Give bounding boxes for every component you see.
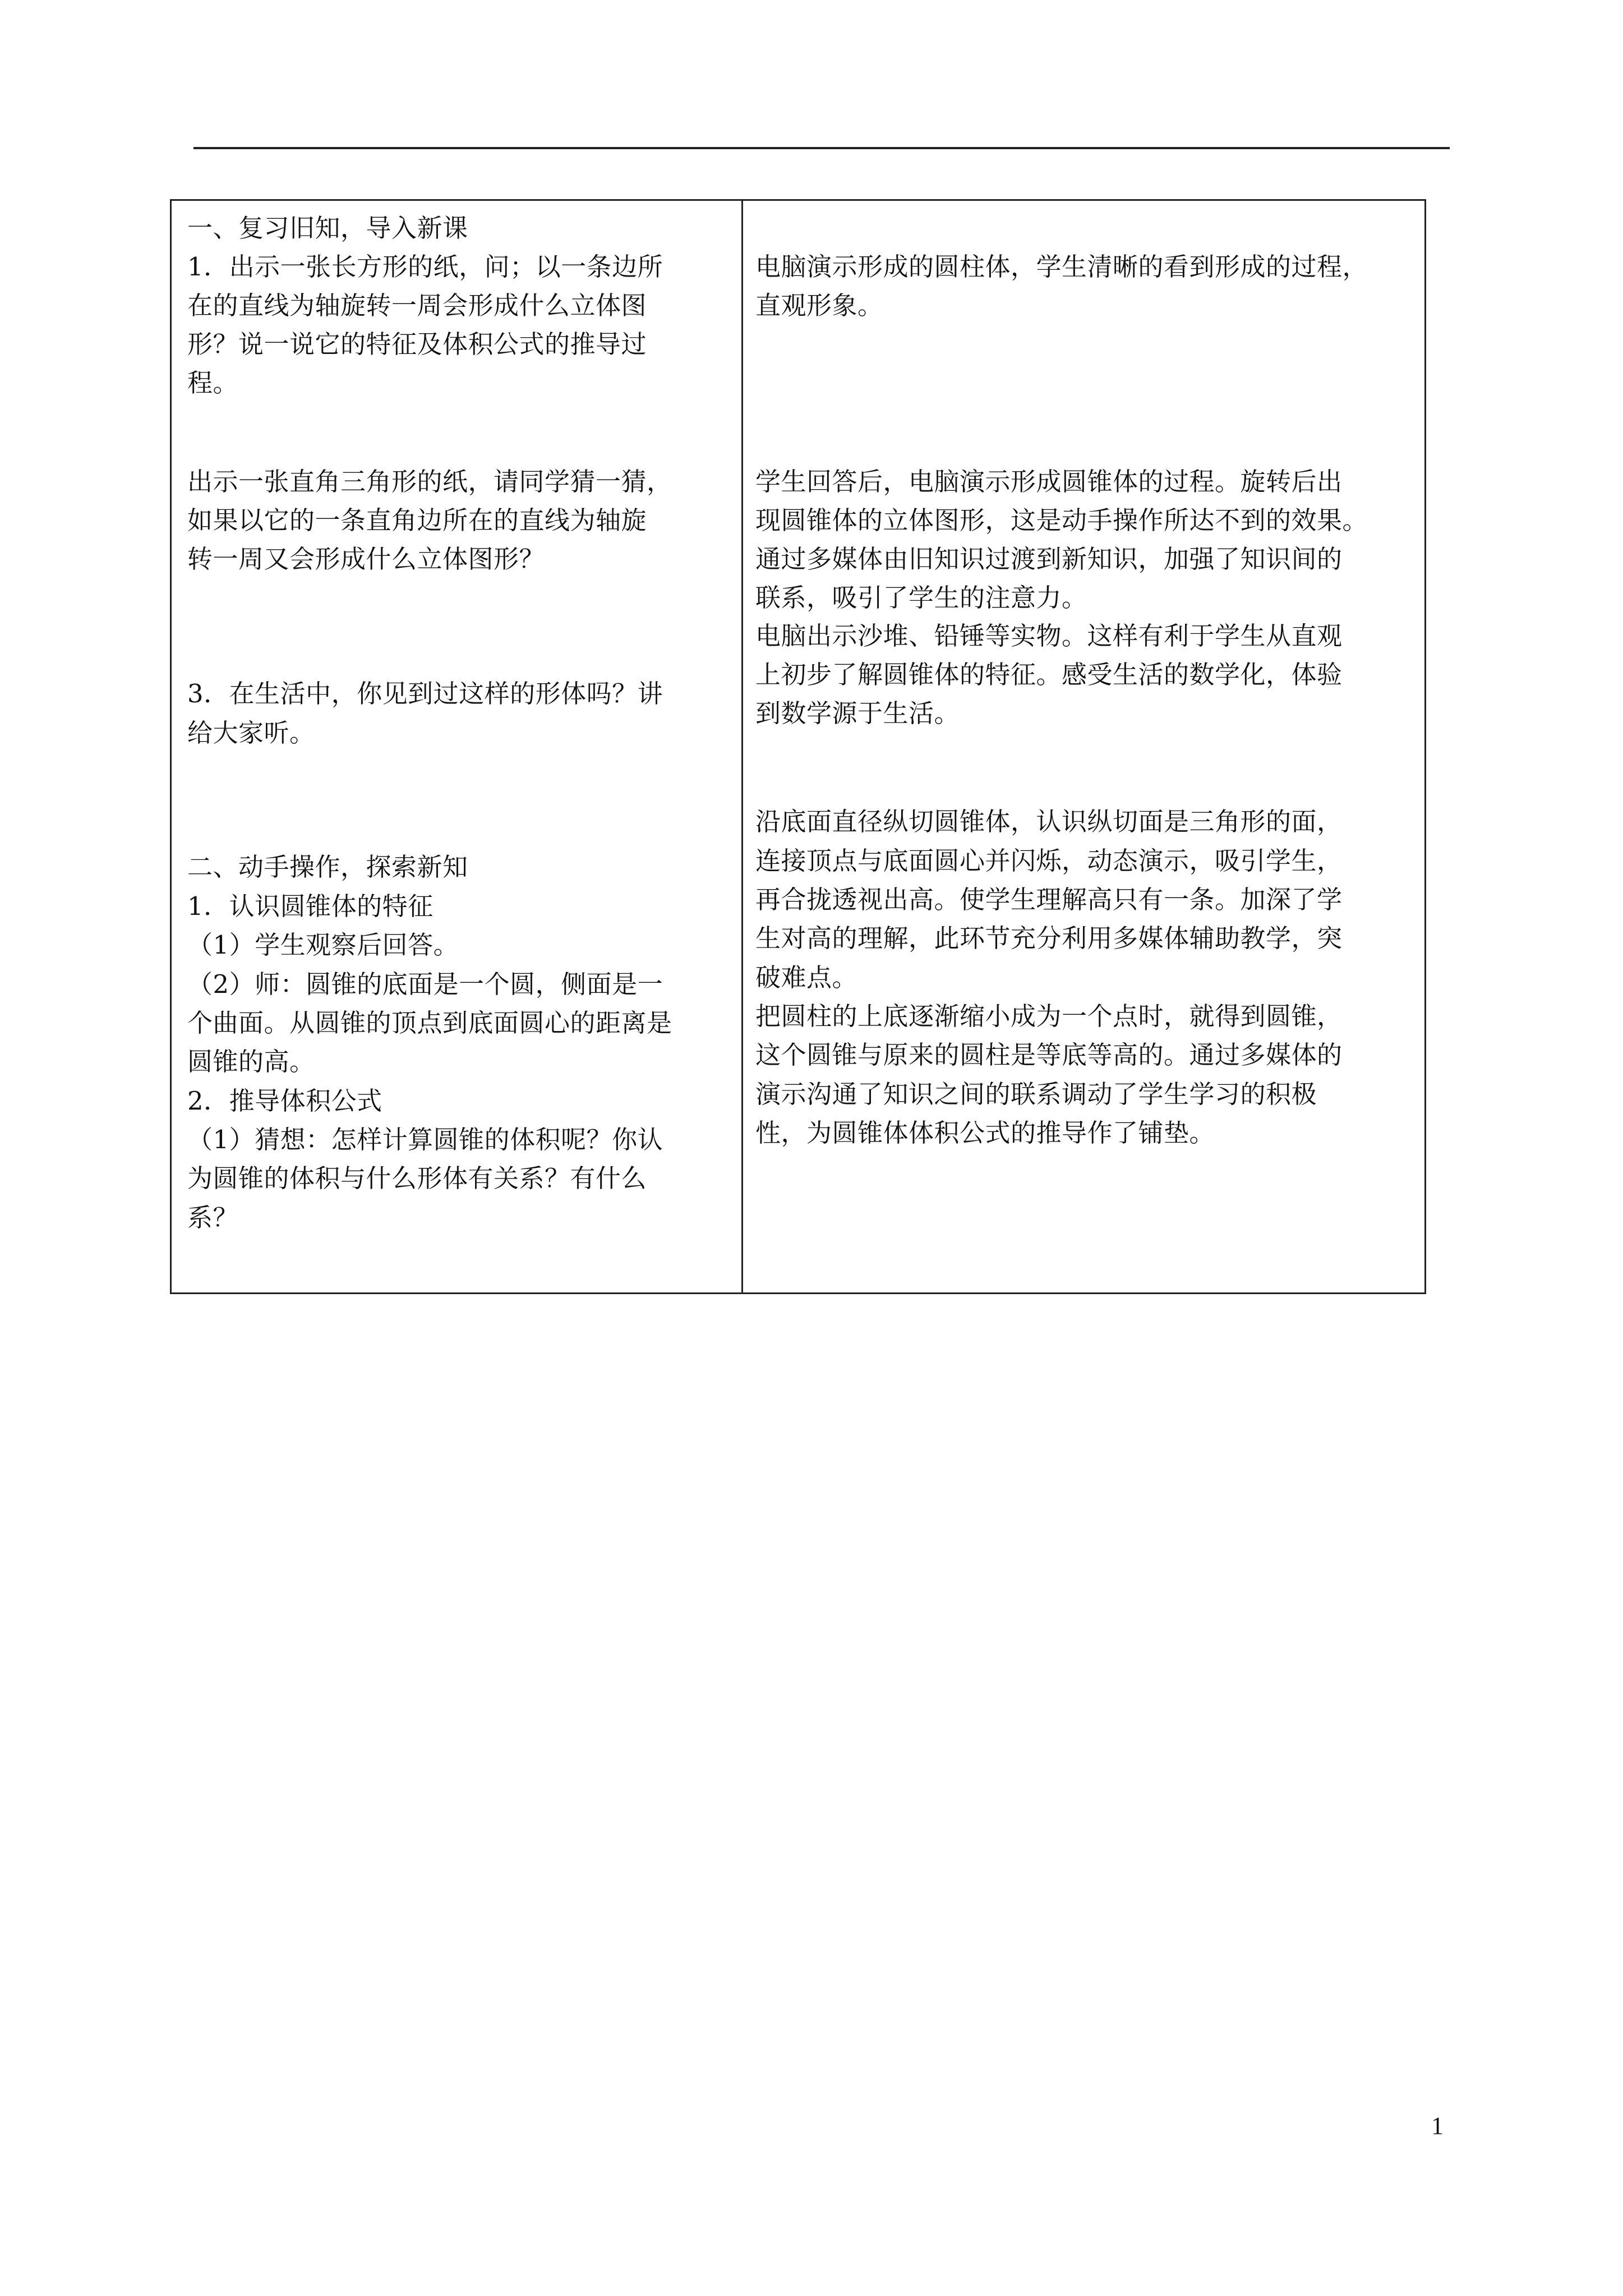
left-line: 出示一张直角三角形的纸，请同学猜一猜，: [187, 467, 672, 496]
left-line: （1）猜想：怎样计算圆锥的体积呢？你认: [187, 1125, 663, 1154]
left-line: 一、复习旧知，导入新课: [187, 213, 468, 243]
left-line: 转一周又会形成什么立体图形？: [187, 544, 545, 574]
right-line: 生对高的理解，此环节充分利用多媒体辅助教学，突: [755, 923, 1343, 953]
left-line: （1）学生观察后回答。: [187, 930, 459, 960]
left-line: 形？说一说它的特征及体积公式的推导过: [187, 329, 647, 359]
left-line: 系？: [187, 1203, 239, 1232]
left-line: 圆锥的高。: [187, 1047, 315, 1076]
left-line: （2）师：圆锥的底面是一个圆，侧面是一: [187, 969, 663, 999]
right-line: 上初步了解圆锥体的特征。感受生活的数学化，体验: [755, 660, 1343, 689]
teaching-process-column: [172, 201, 743, 1292]
left-line: 2．推导体积公式: [187, 1086, 382, 1116]
left-line: 如果以它的一条直角边所在的直线为轴旋: [187, 505, 647, 535]
right-line: 这个圆锥与原来的圆柱是等底等高的。通过多媒体的: [755, 1040, 1343, 1070]
right-line: 联系，吸引了学生的注意力。: [755, 583, 1087, 613]
left-line: 3．在生活中，你见到过这样的形体吗？讲: [187, 679, 663, 708]
right-line: 通过多媒体由旧知识过渡到新知识，加强了知识间的: [755, 544, 1343, 574]
left-line: 1．认识圆锥体的特征: [187, 891, 434, 921]
right-line: 到数学源于生活。: [755, 698, 960, 728]
right-line: 连接顶点与底面圆心并闪烁，动态演示，吸引学生，: [755, 846, 1343, 876]
right-line: 直观形象。: [755, 291, 883, 320]
right-line: 现圆锥体的立体图形，这是动手操作所达不到的效果。: [755, 505, 1368, 535]
page-number: 1: [1431, 2112, 1444, 2139]
right-line: 性，为圆锥体体积公式的推导作了铺垫。: [755, 1118, 1215, 1148]
left-line: 给大家听。: [187, 718, 315, 748]
left-line: 在的直线为轴旋转一周会形成什么立体图: [187, 291, 647, 320]
left-line: 1．出示一张长方形的纸，问；以一条边所: [187, 252, 663, 282]
right-line: 演示沟通了知识之间的联系调动了学生学习的积极: [755, 1079, 1317, 1109]
right-line: 破难点。: [755, 963, 858, 992]
left-line: 为圆锥的体积与什么形体有关系？有什么: [187, 1163, 647, 1193]
left-line: 程。: [187, 368, 239, 398]
right-line: 电脑出示沙堆、铅锤等实物。这样有利于学生从直观: [755, 621, 1343, 651]
left-line: 二、动手操作，探索新知: [187, 852, 468, 882]
right-line: 沿底面直径纵切圆锥体，认识纵切面是三角形的面，: [755, 807, 1343, 836]
left-line: 个曲面。从圆锥的顶点到底面圆心的距离是: [187, 1008, 672, 1038]
right-line: 学生回答后，电脑演示形成圆锥体的过程。旋转后出: [755, 467, 1343, 496]
lesson-table: [170, 199, 1426, 1294]
right-line: 再合拢透视出高。使学生理解高只有一条。加深了学: [755, 885, 1343, 914]
design-intent-column: [743, 201, 1424, 1292]
right-line: 电脑演示形成的圆柱体，学生清晰的看到形成的过程，: [755, 252, 1368, 282]
right-line: 把圆柱的上底逐渐缩小成为一个点时，就得到圆锥，: [755, 1001, 1343, 1031]
header-rule: [193, 147, 1450, 149]
